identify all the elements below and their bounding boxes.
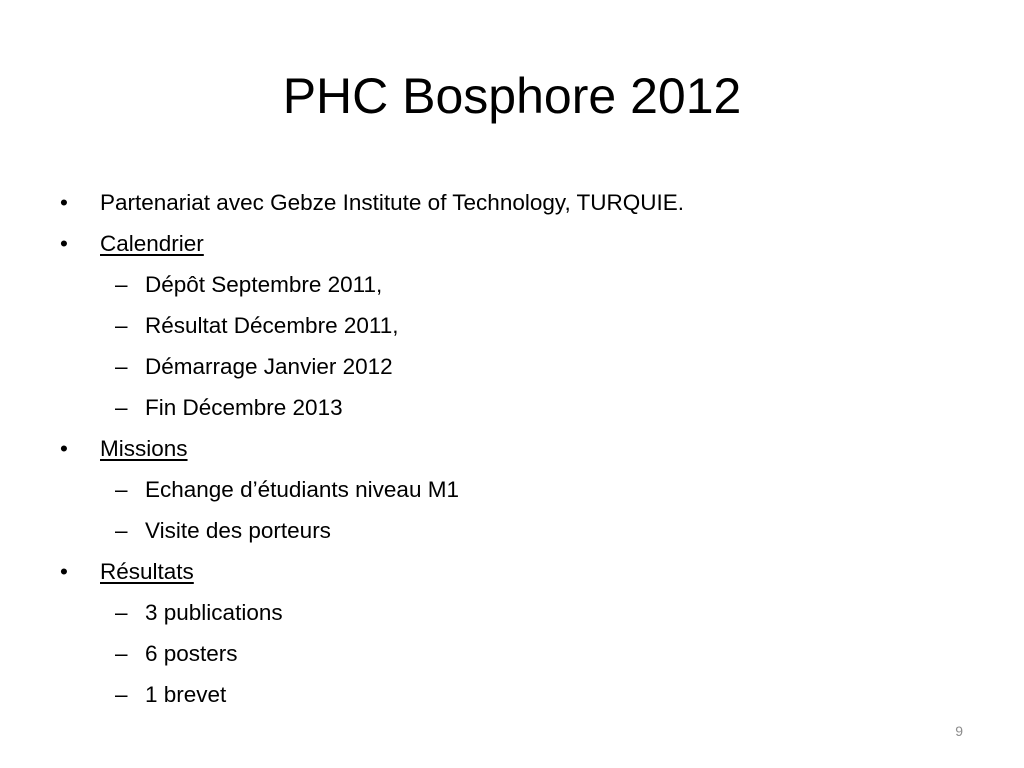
sub-bullet-text: Visite des porteurs [145,518,331,543]
sub-bullet-marker: – [115,354,128,379]
bullet-marker: • [60,436,68,461]
sub-bullet-marker: – [115,477,128,502]
sub-bullet-marker: – [115,272,128,297]
bullet-marker: • [60,231,68,256]
sub-bullet-item [0,674,1024,715]
sub-bullet-marker: – [115,682,128,707]
sub-bullet-text: Démarrage Janvier 2012 [145,354,393,379]
sub-bullet-text: Dépôt Septembre 2011, [145,272,383,297]
page-number: 9 [955,723,963,739]
sub-bullet-text: Echange d’étudiants niveau M1 [145,477,459,502]
sub-bullet-marker: – [115,313,128,338]
sub-bullet-item [0,469,1024,510]
bullet-item [0,551,1024,592]
sub-bullet-item [0,346,1024,387]
sub-bullet-item [0,592,1024,633]
sub-bullet-text: Résultat Décembre 2011, [145,313,399,338]
sub-bullet-item [0,305,1024,346]
bullet-text: Partenariat avec Gebze Institute of Technology, TURQUIE. [100,190,685,215]
bullet-list [0,182,1024,715]
sub-bullet-marker: – [115,600,128,625]
bullet-text: Calendrier [100,231,204,256]
slide-title: PHC Bosphore 2012 [282,68,742,124]
bullet-marker: • [60,559,68,584]
bullet-marker: • [60,190,68,215]
sub-bullet-item [0,387,1024,428]
sub-bullet-item [0,633,1024,674]
sub-bullet-marker: – [115,641,128,666]
bullet-item [0,223,1024,264]
sub-bullet-item [0,510,1024,551]
bullet-text: Missions [100,436,188,461]
sub-bullet-item [0,264,1024,305]
bullet-text: Résultats [100,559,194,584]
sub-bullet-text: 6 posters [145,641,238,666]
sub-bullet-text: 3 publications [145,600,283,625]
sub-bullet-text: 1 brevet [145,682,227,707]
bullet-item [0,428,1024,469]
bullet-item [0,182,1024,223]
sub-bullet-marker: – [115,395,128,420]
sub-bullet-marker: – [115,518,128,543]
sub-bullet-text: Fin Décembre 2013 [145,395,343,420]
